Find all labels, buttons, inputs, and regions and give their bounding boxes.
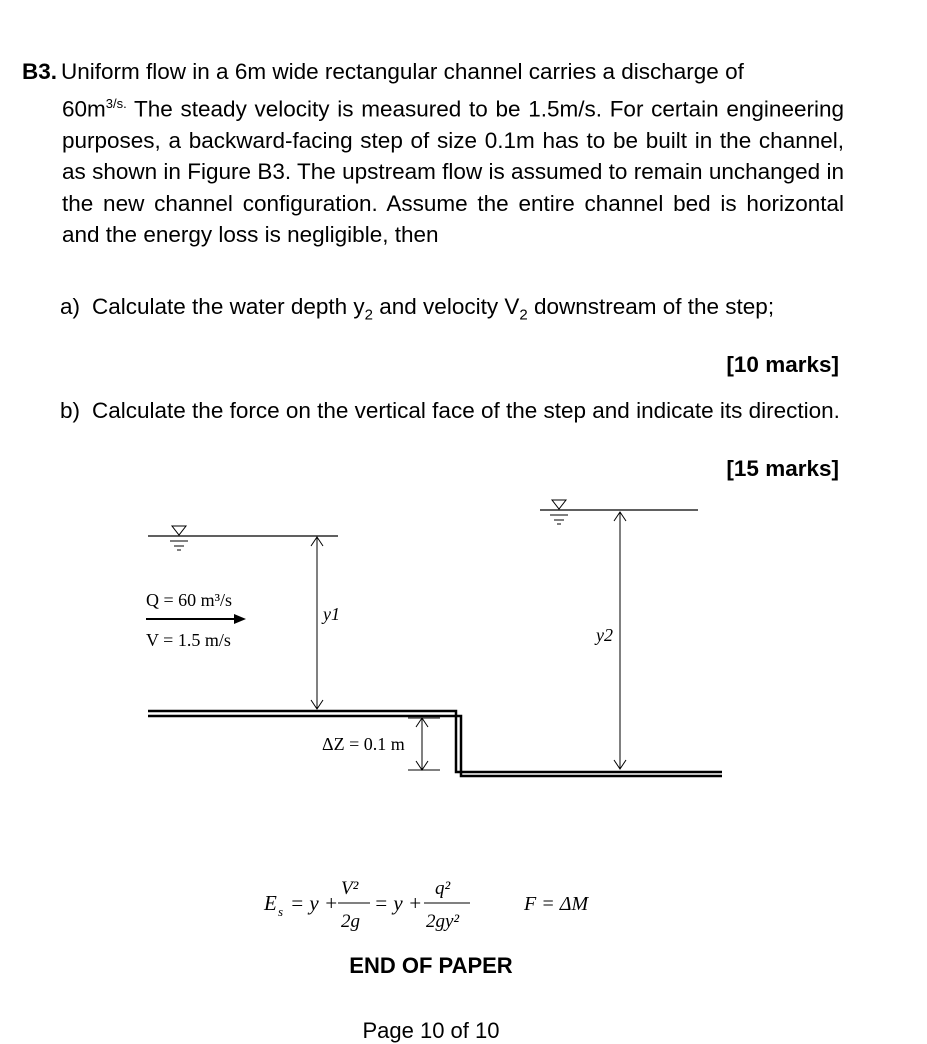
dz-dimension-arrow — [408, 718, 440, 770]
page-footer: Page 10 of 10 — [362, 1018, 500, 1043]
eq-num2: q² — [435, 878, 451, 899]
velocity-label: V = 1.5 m/s — [146, 630, 231, 650]
eq-es-sub: s — [278, 904, 284, 919]
eq-part1: = y + — [290, 891, 339, 915]
specific-energy-equation — [263, 878, 470, 932]
discharge-label: Q = 60 m³/s — [146, 590, 233, 610]
force-equation: F = ΔM — [524, 893, 589, 915]
eq-es: E — [264, 891, 277, 915]
downstream-water-surface — [540, 500, 698, 524]
question-line1: Uniform flow in a 6m wide rectangular channel carries a discharge of — [61, 59, 744, 84]
end-of-paper: END OF PAPER — [349, 953, 513, 978]
eq-part2: = y + — [374, 891, 423, 915]
step-height-label: ΔZ = 0.1 m — [322, 734, 405, 754]
y1-label: y1 — [323, 604, 340, 624]
y2-dimension-arrow — [614, 512, 626, 769]
eq-num1: V² — [341, 878, 359, 899]
part-a-marks: [10 marks] — [726, 352, 839, 377]
part-b-marks: [15 marks] — [726, 456, 839, 481]
eq-den1: 2g — [341, 911, 360, 932]
question-number: B3. — [22, 59, 58, 84]
y2-label: y2 — [596, 625, 613, 645]
upstream-water-surface — [148, 526, 338, 550]
y1-dimension-arrow — [311, 537, 323, 709]
part-a-label: a) — [60, 294, 81, 319]
flow-arrow — [146, 614, 246, 624]
discharge-value: 60m — [62, 96, 106, 121]
part-b-text: Calculate the force on the vertical face of the step and indicate its direction. — [92, 398, 840, 423]
eq-den2: 2gy² — [426, 911, 460, 932]
channel-bed — [148, 711, 722, 776]
part-a-text: Calculate the water depth $y_2$ and velocity $V_2$ downstream of the step; — [92, 294, 775, 324]
part-b-label: b) — [60, 398, 81, 423]
question-body-text: The steady velocity is measured to be 1.5m/s. For certain engineering purposes, a backward-facing step of size 0.1m has to be built in the channel, as shown in Figure B3. The upstream flow is assumed to remain unchanged in the new channel configuration. Assume the entire channel bed is horizontal and the energy loss is negligible, then — [62, 96, 844, 247]
discharge-unit-sup: 3/s. — [105, 95, 127, 111]
